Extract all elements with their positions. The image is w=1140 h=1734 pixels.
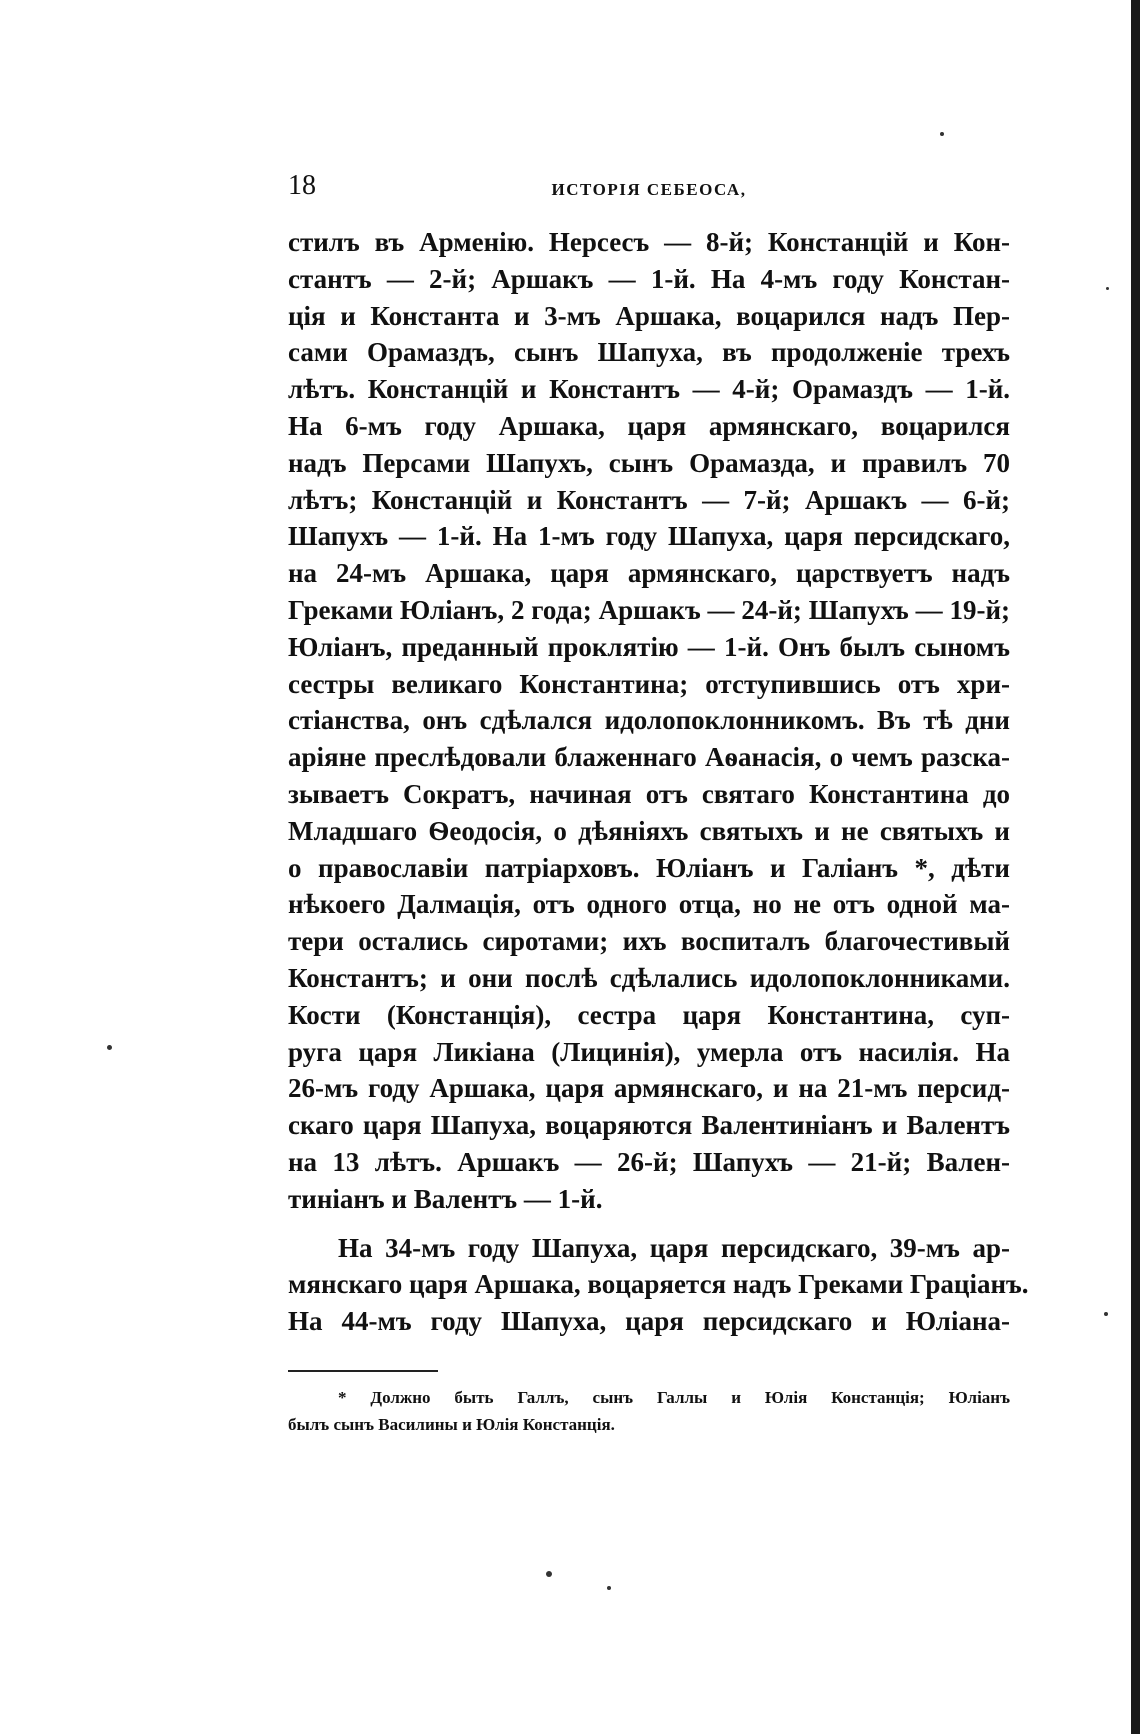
text-line: На 34-мъ году Шапуха, царя персидскаго, 39-мъ ар- xyxy=(338,1232,1010,1263)
scan-speck xyxy=(1104,1312,1108,1316)
text-line: о православіи патріарховъ. Юліанъ и Галіанъ *, дѣти xyxy=(288,852,1010,883)
footnote-line: * Должно быть Галлъ, сынъ Галлы и Юлія Констанція; Юліанъ xyxy=(338,1388,1010,1407)
text-line: тери остались сиротами; ихъ воспиталъ благочестивый xyxy=(288,926,1010,957)
text-line: 26-мъ году Аршака, царя армянскаго, и на 21-мъ персид- xyxy=(288,1073,1010,1104)
paragraph-gap xyxy=(288,1218,1010,1230)
text-line: мянскаго царя Аршака, воцаряется надъ Греками Граціанъ. xyxy=(288,1269,1029,1300)
text-line: стантъ — 2-й; Аршакъ — 1-й. На 4-мъ году Констан- xyxy=(288,263,1010,294)
text-line: сестры великаго Константина; отступившись отъ хри- xyxy=(288,668,1010,699)
body-text xyxy=(288,224,1029,1340)
text-line: стіанства, онъ сдѣлался идолопоклонникомъ. Въ тѣ дни xyxy=(288,705,1010,736)
footnote-divider xyxy=(288,1370,438,1372)
text-line: Греками Юліанъ, 2 года; Аршакъ — 24-й; Шапухъ — 19-й; xyxy=(288,594,1010,625)
text-line: Младшаго Ѳеодосія, о дѣяніяхъ святыхъ и не святыхъ и xyxy=(288,815,1010,846)
text-line: тиніанъ и Валентъ — 1-й. xyxy=(288,1183,603,1214)
text-line: Константъ; и они послѣ сдѣлались идолопоклонниками. xyxy=(288,962,1010,993)
text-line: надъ Персами Шапухъ, сынъ Орамазда, и правилъ 70 xyxy=(288,447,1010,478)
text-line: Юліанъ, преданный проклятію — 1-й. Онъ былъ сыномъ xyxy=(288,631,1010,662)
running-title: ИСТОРІЯ СЕБЕОСА, xyxy=(551,180,747,199)
text-line: зываетъ Сократъ, начиная отъ святаго Константина до xyxy=(288,778,1010,809)
text-line: руга царя Ликіана (Лицинія), умерла отъ насилія. На xyxy=(288,1036,1010,1067)
scan-speck xyxy=(1106,287,1109,290)
text-line: На 44-мъ году Шапуха, царя персидскаго и Юліана- xyxy=(288,1306,1010,1337)
scan-edge-shadow xyxy=(1131,0,1140,1734)
scan-speck xyxy=(607,1586,611,1590)
text-line: нѣкоего Далмація, отъ одного отца, но не отъ одной ма- xyxy=(288,889,1010,920)
text-line: лѣтъ; Констанцій и Константъ — 7-й; Аршакъ — 6-й; xyxy=(288,484,1010,515)
footnote xyxy=(288,1384,1010,1438)
text-line: На 6-мъ году Аршака, царя армянскаго, воцарился xyxy=(288,410,1010,441)
scan-speck xyxy=(940,132,944,136)
text-line: скаго царя Шапуха, воцаряются Валентиніанъ и Валентъ xyxy=(288,1110,1010,1141)
text-line: стилъ въ Арменію. Нерсесъ — 8-й; Констанцій и Кон- xyxy=(288,227,1010,257)
text-line: ція и Константа и 3-мъ Аршака, воцарился надъ Пер- xyxy=(288,300,1010,331)
footnote-line: былъ сынъ Василины и Юлія Констанція. xyxy=(288,1415,615,1434)
text-line: аріяне преслѣдовали блаженнаго Аѳанасія, о чемъ разска- xyxy=(288,742,1010,773)
page-number: 18 xyxy=(288,170,316,201)
text-line: Кости (Констанція), сестра царя Константина, суп- xyxy=(288,999,1010,1030)
text-line: сами Орамаздъ, сынъ Шапуха, въ продолженіе трехъ xyxy=(288,337,1010,368)
page-header xyxy=(288,170,1010,210)
text-line: на 24-мъ Аршака, царя армянскаго, царствуетъ надъ xyxy=(288,558,1010,589)
text-line: лѣтъ. Констанцій и Константъ — 4-й; Орамаздъ — 1-й. xyxy=(288,374,1010,405)
scan-speck xyxy=(107,1045,112,1050)
text-line: на 13 лѣтъ. Аршакъ — 26-й; Шапухъ — 21-й; Вален- xyxy=(288,1146,1010,1177)
scan-speck xyxy=(546,1571,552,1577)
text-line: Шапухъ — 1-й. На 1-мъ году Шапуха, царя персидскаго, xyxy=(288,521,1010,552)
